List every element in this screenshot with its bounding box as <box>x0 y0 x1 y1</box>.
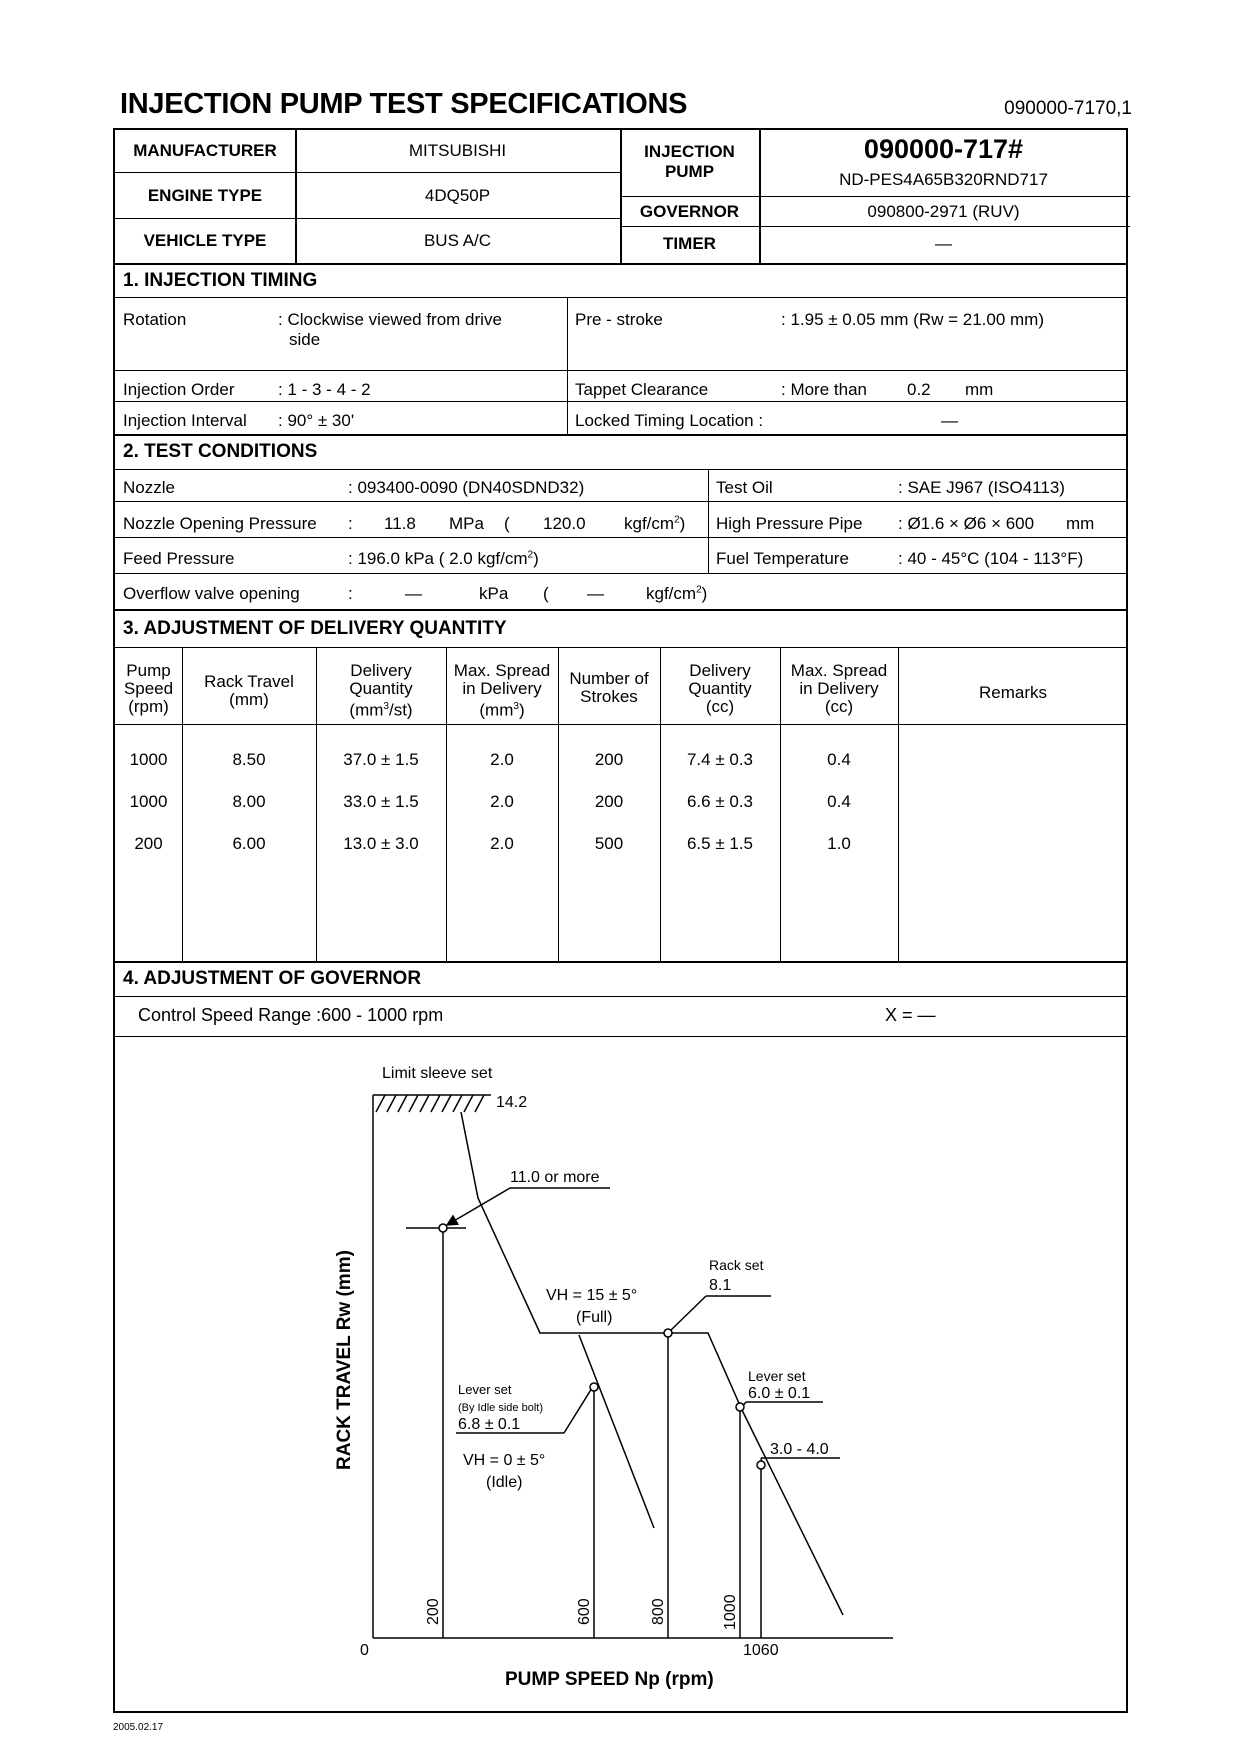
delivery-cell-r2-c0: 200 <box>134 834 163 853</box>
governor-label: GOVERNOR <box>639 202 740 221</box>
x-tick-0: 0 <box>360 1642 369 1659</box>
vh-idle-label: VH = 0 ± 5° <box>463 1452 546 1469</box>
vh-full-label: VH = 15 ± 5° <box>546 1287 638 1304</box>
delivery-header-2-line: Quantity <box>349 679 413 698</box>
limit-sleeve-label: Limit sleeve set <box>382 1065 493 1082</box>
locked-timing-value: — <box>941 411 958 430</box>
idle-lever-line <box>579 1335 654 1528</box>
delivery-header-0-line: Speed <box>123 679 174 698</box>
x-tick-1060: 1060 <box>743 1642 779 1659</box>
section-test-conditions: 2. TEST CONDITIONS <box>123 441 318 462</box>
rotation-label: Rotation <box>123 310 187 329</box>
high-pressure-pipe-label: High Pressure Pipe <box>716 514 863 533</box>
injection-order-value: : 1 - 3 - 4 - 2 <box>278 380 371 399</box>
delivery-header-3-line: in Delivery <box>462 679 542 698</box>
footer-date: 2005.02.17 <box>113 1722 164 1733</box>
injection-interval-value: : 90° ± 30' <box>278 411 355 430</box>
x-mark-600: 600 <box>576 1598 593 1625</box>
delivery-header-7-line: Remarks <box>978 683 1047 702</box>
governor-value: 090800-2971 (RUV) <box>867 202 1020 221</box>
delivery-header-6-line: (cc) <box>824 697 854 716</box>
tappet-value: 0.2 <box>907 380 931 399</box>
nop-paren: ( <box>504 514 510 533</box>
injection-pump-label: INJECTION <box>644 142 735 161</box>
delivery-header-2-unit: $(mm^3/st)$ <box>349 700 413 720</box>
nop-colon: : <box>348 514 353 533</box>
lever-set-idle-note: (By Idle side bolt) <box>458 1402 543 1414</box>
rotation-value: : Clockwise viewed from drive <box>278 310 502 329</box>
nozzle-label: Nozzle <box>123 478 175 497</box>
vh-full-sub: (Full) <box>576 1309 613 1326</box>
delivery-cell-r2-c5: 6.5 ± 1.5 <box>686 834 754 853</box>
overflow-colon: : <box>348 584 353 603</box>
delivery-header-1-line: Rack Travel <box>204 672 294 691</box>
delivery-header-0-line: (rpm) <box>128 697 169 716</box>
delivery-cell-r0-c3: 2.0 <box>490 750 514 769</box>
delivery-header-1-line: (mm) <box>229 690 269 709</box>
tappet-prefix: : More than <box>781 380 867 399</box>
high-pressure-pipe-unit: mm <box>1066 514 1095 533</box>
range-value: 3.0 - 4.0 <box>770 1441 829 1458</box>
limit-sleeve-hatch <box>376 1095 484 1112</box>
delivery-cell-r2-c4: 500 <box>594 834 624 853</box>
delivery-header-6-line: in Delivery <box>799 679 879 698</box>
delivery-header-5-line: Delivery <box>689 661 751 680</box>
engine-type-value: 4DQ50P <box>424 186 491 205</box>
overflow-kgf-unit: kgf/$cm^2$) <box>646 584 708 603</box>
y-axis-label: RACK TRAVEL Rw (mm) <box>334 1250 355 1470</box>
nop-mpa: 11.8 <box>384 514 416 533</box>
delivery-cell-r0-c5: 7.4 ± 0.3 <box>686 750 754 769</box>
delivery-cell-r1-c5: 6.6 ± 0.3 <box>686 792 754 811</box>
fuel-temperature-label: Fuel Temperature <box>716 549 849 568</box>
lever-set-full-value: 6.0 ± 0.1 <box>748 1385 811 1402</box>
overflow-kgf: — <box>587 584 604 603</box>
pump-model: ND-PES4A65B320RND717 <box>839 170 1048 189</box>
timer-label: TIMER <box>663 234 716 253</box>
delivery-cell-r1-c4: 200 <box>594 792 624 811</box>
delivery-cell-r1-c1: 8.00 <box>232 792 266 811</box>
delivery-header-6-line: Max. Spread <box>790 661 888 680</box>
delivery-cell-r0-c1: 8.50 <box>232 750 266 769</box>
feed-pressure-label: Feed Pressure <box>123 549 235 568</box>
x-mark-200: 200 <box>425 1598 442 1625</box>
engine-type-label: ENGINE TYPE <box>147 186 263 205</box>
x-mark-800: 800 <box>650 1598 667 1625</box>
delivery-cell-r1-c2: 33.0 ± 1.5 <box>343 792 419 811</box>
injection-interval-label: Injection Interval <box>123 411 247 430</box>
overflow-valve-label: Overflow valve opening <box>123 584 300 603</box>
label-eleven: 11.0 or more <box>510 1169 600 1186</box>
delivery-header-3-unit: $(mm^3)$ <box>479 700 525 720</box>
delivery-cell-r1-c6: 0.4 <box>827 792 851 811</box>
pump-number: 090000-717# <box>863 134 1024 164</box>
fuel-temperature-value: : 40 - 45°C (104 - 113°F) <box>898 549 1084 568</box>
prestroke-label: Pre - stroke <box>575 310 663 329</box>
delivery-cell-r0-c2: 37.0 ± 1.5 <box>343 750 419 769</box>
rotation-value-2: side <box>289 330 321 349</box>
delivery-header-5-line: (cc) <box>705 697 735 716</box>
vehicle-type-value: BUS A/C <box>423 231 492 250</box>
nop-mpa-unit: MPa <box>449 514 484 533</box>
delivery-cell-r2-c1: 6.00 <box>232 834 266 853</box>
x-value: X = — <box>885 1005 936 1025</box>
nop-kgf-unit: kgf/$cm^2$) <box>624 514 686 533</box>
test-oil-label: Test Oil <box>716 478 773 497</box>
manufacturer-value: MITSUBISHI <box>408 141 507 160</box>
prestroke-value: : 1.95 ± 0.05 mm (Rw = 21.00 mm) <box>781 310 1045 329</box>
page-title: INJECTION PUMP TEST SPECIFICATIONS <box>120 88 688 120</box>
x-mark-1000: 1000 <box>722 1594 739 1630</box>
limit-sleeve-value: 14.2 <box>496 1094 528 1111</box>
tappet-unit: mm <box>965 380 994 399</box>
vehicle-type-label: VEHICLE TYPE <box>143 231 267 250</box>
delivery-header-5-line: Quantity <box>688 679 752 698</box>
overflow-paren: ( <box>543 584 549 603</box>
delivery-header-4-line: Number of <box>569 669 649 688</box>
section-delivery-quantity: 3. ADJUSTMENT OF DELIVERY QUANTITY <box>123 618 507 639</box>
vh-idle-sub: (Idle) <box>486 1474 523 1491</box>
point-range <box>757 1461 765 1469</box>
delivery-cell-r1-c3: 2.0 <box>490 792 514 811</box>
point-11 <box>439 1224 447 1232</box>
delivery-cell-r0-c0: 1000 <box>129 750 168 769</box>
high-pressure-pipe-value: : Ø1.6 × Ø6 × 600 <box>898 514 1035 533</box>
section-injection-timing: 1. INJECTION TIMING <box>123 270 318 291</box>
delivery-cell-r2-c3: 2.0 <box>490 834 514 853</box>
delivery-header-2-line: Delivery <box>350 661 412 680</box>
manufacturer-label: MANUFACTURER <box>133 141 277 160</box>
test-oil-value: : SAE J967 (ISO4113) <box>898 478 1065 497</box>
delivery-cell-r0-c6: 0.4 <box>827 750 851 769</box>
rack-set-value: 8.1 <box>709 1277 732 1294</box>
delivery-cell-r2-c2: 13.0 ± 3.0 <box>343 834 419 853</box>
nozzle-opening-pressure-label: Nozzle Opening Pressure <box>123 514 317 533</box>
overflow-kpa: — <box>405 584 422 603</box>
delivery-cell-r0-c4: 200 <box>594 750 624 769</box>
delivery-header-4-line: Strokes <box>580 687 638 706</box>
x-axis-label: PUMP SPEED Np (rpm) <box>505 1669 714 1690</box>
nop-kgf: 120.0 <box>543 514 586 533</box>
feed-pressure-value: : 196.0 kPa ( 2.0 kgf/$cm^2$) <box>348 549 539 568</box>
lever-set-idle-value: 6.8 ± 0.1 <box>458 1416 521 1433</box>
nozzle-value: : 093400-0090 (DN40SDND32) <box>348 478 585 497</box>
timer-value: — <box>935 234 952 253</box>
document-number: 090000-7170,1 <box>1004 98 1132 119</box>
locked-timing-label: Locked Timing Location : <box>575 411 764 430</box>
delivery-cell-r2-c6: 1.0 <box>827 834 851 853</box>
point-rack-set <box>664 1329 672 1337</box>
delivery-cell-r1-c0: 1000 <box>129 792 168 811</box>
control-speed-range: Control Speed Range :600 - 1000 rpm <box>138 1005 444 1025</box>
delivery-header-3-line: Max. Spread <box>453 661 551 680</box>
injection-pump-label-2: PUMP <box>664 162 715 181</box>
overflow-kpa-unit: kPa <box>479 584 509 603</box>
section-governor: 4. ADJUSTMENT OF GOVERNOR <box>123 968 422 989</box>
injection-order-label: Injection Order <box>123 380 235 399</box>
lever-set-full-label: Lever set <box>748 1368 806 1384</box>
lever-set-idle-label: Lever set <box>458 1382 512 1397</box>
tappet-label: Tappet Clearance <box>575 380 709 399</box>
point-lever-set-idle <box>590 1383 598 1391</box>
delivery-header-0-line: Pump <box>126 661 171 680</box>
point-lever-set-full <box>736 1403 744 1411</box>
rack-set-label: Rack set <box>709 1257 764 1273</box>
